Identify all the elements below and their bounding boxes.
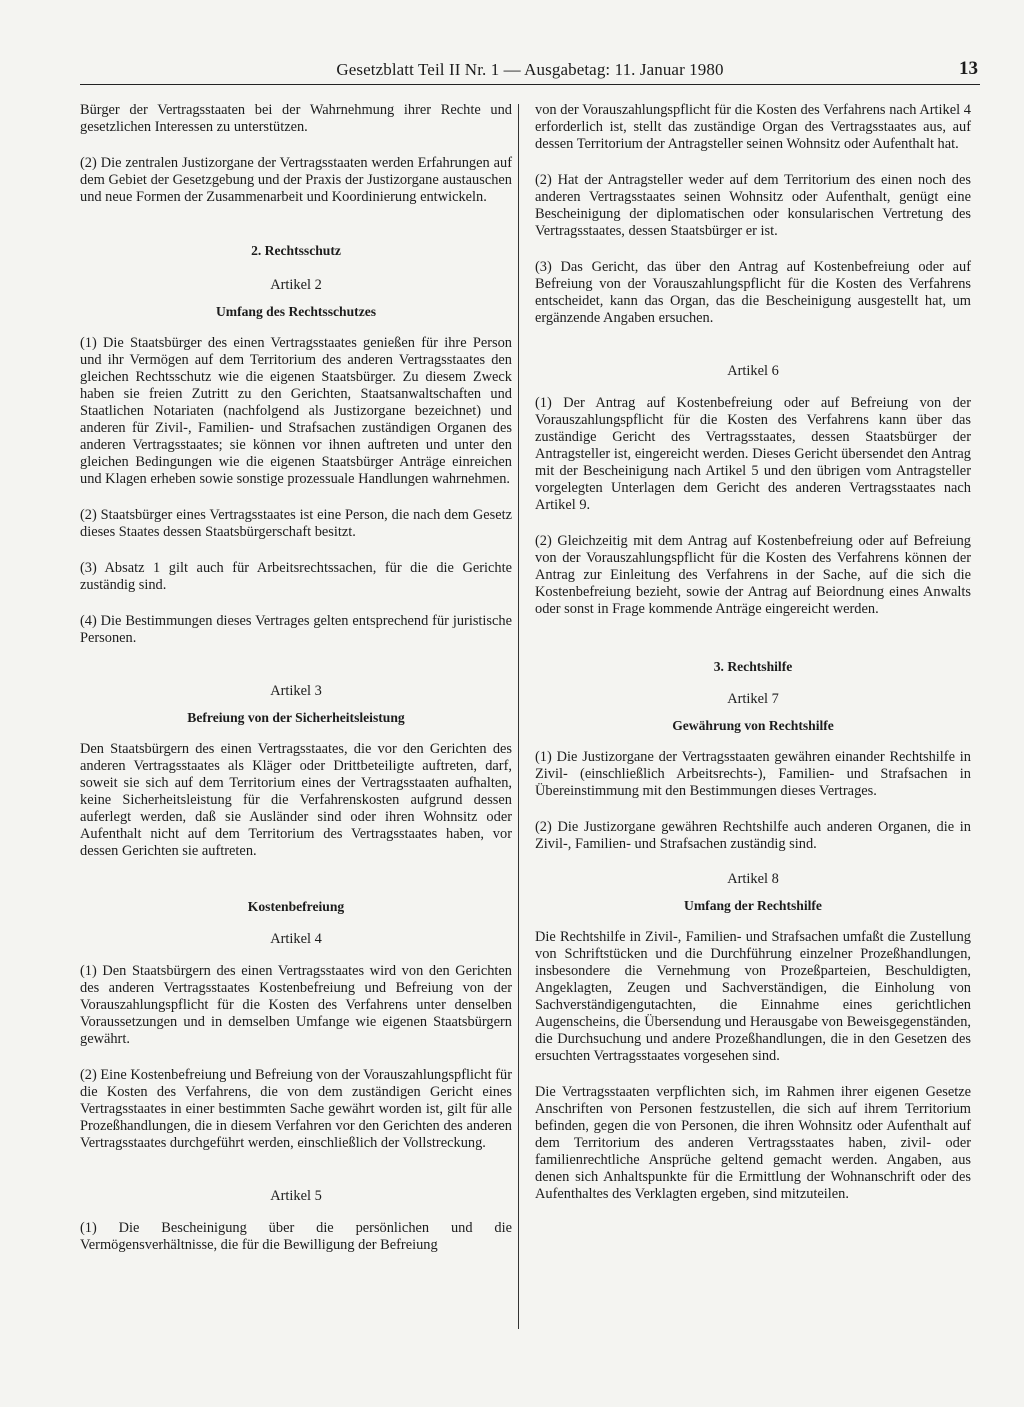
paragraph: (1) Die Staatsbürger des einen Vertragsstaates genießen für ihre Person und ihr Vermögen auf dem Territorium des anderen Vertragsstaates den gleichen Rechtsschutz wie die eigenen Staatsbürger. Zu diesem Zweck haben sie freien Zutritt zu den Gerichten, Staatsanwaltschaften und Staatlichen Notariaten (nachfolgend als Justizorgane bezeichnet) und anderen für Zivil-, Familien- und Strafsachen zuständigen Organen des anderen Vertragsstaates; sie können vor ihnen auftreten und unter den gleichen Bedingungen wie die eigenen Staatsbürger Anträge einreichen und Klagen erheben sowie sonstige prozessuale Handlungen wahrnehmen. (80, 335, 512, 487)
article-heading: Artikel 5 (270, 1188, 322, 1204)
paragraph: Den Staatsbürgern des einen Vertragsstaates, die vor den Gerichten des anderen Vertragsstaates als Kläger oder Drittbeteiligte auftreten, darf, soweit sie sich auf dem Territorium eines der Vertragsstaaten aufhalten, keine Sicherheitsleistung für die Verfahrenskosten aufgrund dessen auferlegt werden, daß sie Ausländer sind oder ihren Wohnsitz oder Aufenthalt nicht auf dem Territorium des Vertragsstaates haben, vor dessen Gerichten sie auftreten. (80, 741, 512, 859)
paragraph: Die Vertragsstaaten verpflichten sich, im Rahmen ihrer eigenen Gesetze Anschriften von Personen festzustellen, die sich auf ihrem Territorium befinden, gegen die von Personen, die ihren Wohnsitz oder Aufenthalt auf dem Territorium des anderen Vertragsstaates haben, zivil- oder familienrechtliche Ansprüche geltend gemacht werden. Angaben, aus denen sich Anhaltspunkte für die Ermittlung der Wohnanschrift oder des Aufenthaltes des Verklagten ergeben, sind mitzuteilen. (535, 1084, 971, 1202)
article-heading: Artikel 4 (270, 931, 322, 947)
paragraph: (1) Den Staatsbürgern des einen Vertragsstaates wird von den Gerichten des anderen Vertragsstaates Kostenbefreiung und Befreiung von der Vorauszahlungspflicht für die Kosten des Verfahrens unter denselben Voraussetzungen und in demselben Umfange wie eigenen Staatsbürgern gewährt. (80, 963, 512, 1047)
paragraph: (2) Staatsbürger eines Vertragsstaates ist eine Person, die nach dem Gesetz dieses Staates dessen Staatsbürgerschaft besitzt. (80, 507, 512, 540)
paragraph: von der Vorauszahlungspflicht für die Kosten des Verfahrens nach Artikel 4 erforderlich ist, stellt das zuständige Organ des Vertragsstaates aus, auf dessen Territorium der Antragsteller seinen Wohnsitz oder Aufenthalt hat. (535, 102, 971, 152)
paragraph: (2) Hat der Antragsteller weder auf dem Territorium des einen noch des anderen Vertragsstaates seinen Wohnsitz oder Aufenthalt, genügt eine Bescheinigung der diplomatischen oder konsularischen Vertretung des Vertragsstaates, dessen Staatsbürger er ist. (535, 172, 971, 239)
header-title: Gesetzblatt Teil II Nr. 1 — Ausgabetag: 11. Januar 1980 (336, 60, 724, 79)
article-heading: Artikel 3 (270, 683, 322, 699)
article-subtitle: Umfang der Rechtshilfe (684, 898, 822, 913)
article-subtitle: Umfang des Rechtsschutzes (215, 304, 377, 319)
article-heading: Artikel 8 (727, 871, 779, 887)
paragraph: Bürger der Vertragsstaaten bei der Wahrnehmung ihrer Rechte und gesetzlichen Interessen zu unterstützen. (80, 102, 512, 135)
paragraph: (2) Gleichzeitig mit dem Antrag auf Kostenbefreiung oder auf Befreiung von der Vorauszahlungspflicht für die Kosten des Verfahrens können der Antrag zur Einleitung des Verfahrens in der Sache, auf die sich die Kostenbefreiung bezieht, sowie der Antrag auf Beiordnung eines Anwalts oder sonst in Frage kommende Anträge eingereicht werden. (535, 533, 971, 617)
section-heading: 3. Rechtshilfe (713, 659, 793, 674)
column-divider (518, 104, 519, 1329)
paragraph: (3) Absatz 1 gilt auch für Arbeitsrechtssachen, für die die Gerichte zuständig sind. (80, 560, 512, 593)
page-number: 13 (959, 58, 978, 79)
paragraph: (1) Die Justizorgane der Vertragsstaaten gewähren einander Rechtshilfe in Zivil- (einschließlich Arbeitsrechts-), Familien- und Strafsachen in Übereinstimmung mit den Bestimmungen dieses Vertrages. (535, 749, 971, 799)
section-heading: Kostenbefreiung (247, 899, 345, 914)
article-subtitle: Befreiung von der Sicherheitsleistung (187, 710, 405, 725)
article-heading: Artikel 6 (727, 363, 779, 379)
right-column (535, 102, 971, 1203)
paragraph: (2) Die zentralen Justizorgane der Vertragsstaaten werden Erfahrungen auf dem Gebiet der Gesetzgebung und der Praxis der Justizorgane austauschen und neue Formen der Zusammenarbeit und Koordinierung entwickeln. (80, 155, 512, 205)
section-heading: 2. Rechtsschutz (251, 243, 341, 258)
article-subtitle: Gewährung von Rechtshilfe (672, 718, 834, 733)
paragraph: (1) Die Bescheinigung über die persönlichen und die Vermögensverhältnisse, die für die Bewilligung der Befreiung (80, 1220, 512, 1253)
article-heading: Artikel 7 (727, 691, 779, 707)
left-column (80, 102, 512, 1254)
paragraph: (3) Das Gericht, das über den Antrag auf Kostenbefreiung oder auf Befreiung von der Vorauszahlungspflicht für die Kosten des Verfahrens entscheidet, kann das Organ, das die Bescheinigung ausgestellt hat, um ergänzende Angaben ersuchen. (535, 259, 971, 326)
paragraph: (4) Die Bestimmungen dieses Vertrages gelten entsprechend für juristische Personen. (80, 613, 512, 646)
page-header (80, 60, 980, 85)
paragraph: (1) Der Antrag auf Kostenbefreiung oder auf Befreiung von der Vorauszahlungspflicht für die Kosten des Verfahrens kann über das zuständige Gericht des Vertragsstaates, dessen Staatsbürger der Antragsteller ist, eingereicht werden. Dieses Gericht übersendet den Antrag mit der Bescheinigung nach Artikel 5 und den übrigen vom Antragsteller vorgelegten Unterlagen dem Gericht des anderen Vertragsstaates nach Artikel 9. (535, 395, 971, 513)
paragraph: (2) Eine Kostenbefreiung und Befreiung von der Vorauszahlungspflicht für die Kosten des Verfahrens, die von dem zuständigen Gericht eines Vertragsstaates in einer bestimmten Sache gewährt worden ist, gilt für alle Prozeßhandlungen, die in diesem Verfahren vor den Gerichten des anderen Vertragsstaates durchgeführt werden, einschließlich der Vollstreckung. (80, 1067, 512, 1151)
paragraph: Die Rechtshilfe in Zivil-, Familien- und Strafsachen umfaßt die Zustellung von Schriftstücken und die Durchführung einzelner Prozeßhandlungen, insbesondere die Vernehmung von Prozeßparteien, Beschuldigten, Angeklagten, Zeugen und Sachverständigen, die Einholung von Sachverständigengutachten, die Einnahme eines gerichtlichen Augenscheins, die Übersendung und Herausgabe von Beweisgegenständen, die Durchsuchung und andere Prozeßhandlungen, die in den Gesetzen des ersuchten Vertragsstaates vorgesehen sind. (535, 929, 971, 1064)
paragraph: (2) Die Justizorgane gewähren Rechtshilfe auch anderen Organen, die in Zivil-, Familien- und Strafsachen zuständig sind. (535, 819, 971, 852)
article-heading: Artikel 2 (270, 277, 322, 293)
